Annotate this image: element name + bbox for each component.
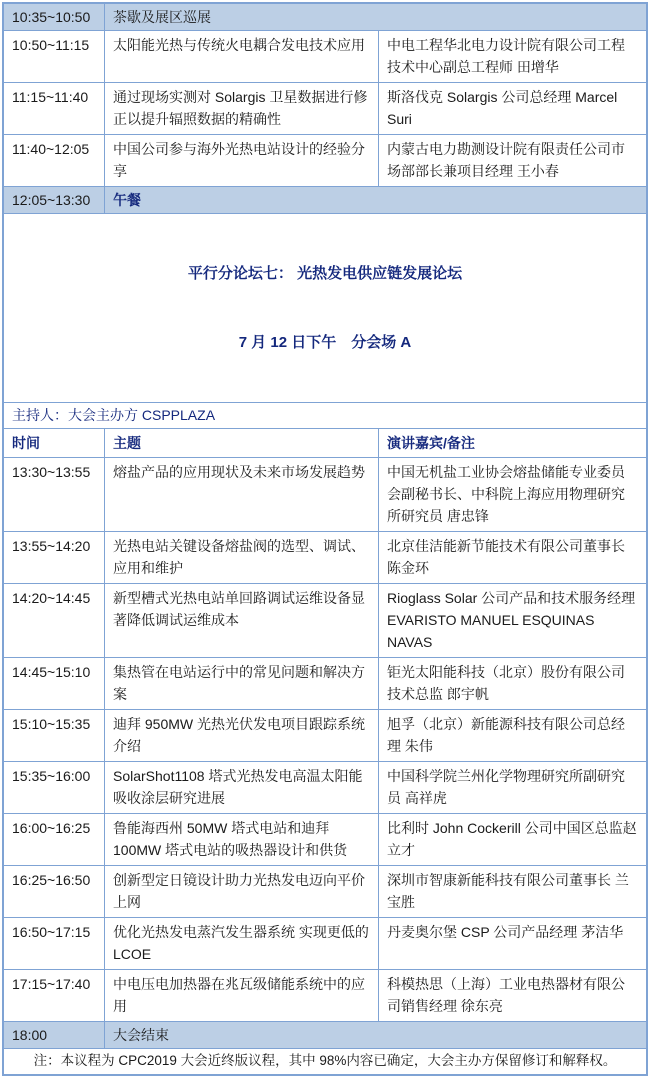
time-cell: 16:00~16:25: [12, 820, 91, 836]
session-host-row: [4, 403, 646, 429]
time-cell: 13:55~14:20: [12, 538, 91, 554]
speaker-cell: 旭孚（北京）新能源科技有限公司总经理 朱伟: [378, 710, 646, 761]
agenda-row: [4, 710, 646, 762]
topic-cell: SolarShot1108 塔式光热发电高温太阳能吸收涂层研究进展: [104, 762, 378, 813]
time-cell: 14:45~15:10: [12, 664, 91, 680]
agenda-row: [4, 814, 646, 866]
time-cell: 16:25~16:50: [12, 872, 91, 888]
time-cell: 18:00: [12, 1027, 48, 1043]
agenda-row-closing: [4, 1022, 646, 1049]
agenda-row: [4, 83, 646, 135]
topic-cell: 集热管在电站运行中的常见问题和解决方案: [104, 658, 378, 709]
speaker-cell: 深圳市智康新能科技有限公司董事长 兰宝胜: [378, 866, 646, 917]
speaker-cell: Rioglass Solar 公司产品和技术服务经理 EVARISTO MANUEL ESQUINAS NAVAS: [378, 584, 646, 657]
speaker-cell: 中国无机盐工业协会熔盐储能专业委员会副秘书长、中科院上海应用物理研究所研究员 唐忠锋: [378, 458, 646, 531]
topic-cell: 优化光热发电蒸汽发生器系统 实现更低的 LCOE: [104, 918, 378, 969]
time-cell: 11:15~11:40: [12, 89, 89, 105]
agenda-row-tea-break: [4, 4, 646, 31]
speaker-cell: 中电工程华北电力设计院有限公司工程技术中心副总工程师 田增华: [378, 31, 646, 82]
time-cell: 12:05~13:30: [12, 192, 91, 208]
agenda-row: [4, 135, 646, 187]
time-cell: 15:10~15:35: [12, 716, 91, 732]
topic-cell: 太阳能光热与传统火电耦合发电技术应用: [104, 31, 378, 82]
time-cell: 14:20~14:45: [12, 590, 91, 606]
agenda-row-lunch: [4, 187, 646, 214]
agenda-row: [4, 970, 646, 1022]
speaker-cell: 丹麦奥尔堡 CSP 公司产品经理 茅洁华: [378, 918, 646, 969]
agenda-row: [4, 31, 646, 83]
session-host: 主持人：大会主办方 CSPPLAZA: [12, 407, 216, 423]
agenda-row: [4, 458, 646, 532]
time-cell: 16:50~17:15: [12, 924, 91, 940]
speaker-cell: 中国科学院兰州化学物理研究所副研究员 高祥虎: [378, 762, 646, 813]
time-cell: 11:40~12:05: [12, 141, 90, 157]
agenda-row: [4, 762, 646, 814]
speaker-cell: 内蒙古电力勘测设计院有限责任公司市场部部长兼项目经理 王小春: [378, 135, 646, 186]
topic-cell: 迪拜 950MW 光热光伏发电项目跟踪系统介绍: [104, 710, 378, 761]
topic-cell: 创新型定日镜设计助力光热发电迈向平价上网: [104, 866, 378, 917]
session-title: [4, 214, 646, 402]
time-cell: 17:15~17:40: [12, 976, 91, 992]
footnote-text: 注：本议程为 CPC2019 大会近终版议程，其中 98%内容已确定，大会主办方保留修订和解释权。: [33, 1053, 617, 1068]
session-title-line2: 7 月 12 日下午 分会场 A: [238, 334, 412, 351]
speaker-cell: 比利时 John Cockerill 公司中国区总监赵立才: [378, 814, 646, 865]
agenda-row: [4, 658, 646, 710]
column-header-topic: 主题: [104, 429, 378, 457]
column-header-time: 时间: [12, 435, 40, 451]
column-header-speaker: 演讲嘉宾/备注: [378, 429, 646, 457]
topic-cell: 中电压电加热器在兆瓦级储能系统中的应用: [104, 970, 378, 1021]
agenda-row: [4, 532, 646, 584]
topic-cell: 茶歇及展区巡展: [104, 4, 646, 30]
time-cell: 13:30~13:55: [12, 464, 91, 480]
session-title-row: [4, 214, 646, 403]
column-header-row: [4, 429, 646, 458]
topic-cell: 中国公司参与海外光热电站设计的经验分享: [104, 135, 378, 186]
speaker-cell: 北京佳洁能新节能技术有限公司董事长 陈金环: [378, 532, 646, 583]
speaker-cell: 钜光太阳能科技（北京）股份有限公司技术总监 郎宇帆: [378, 658, 646, 709]
topic-cell: 通过现场实测对 Solargis 卫星数据进行修正以提升辐照数据的精确性: [104, 83, 378, 134]
agenda-row: [4, 918, 646, 970]
time-cell: 15:35~16:00: [12, 768, 91, 784]
time-cell: 10:50~11:15: [12, 37, 90, 53]
topic-cell: 熔盐产品的应用现状及未来市场发展趋势: [104, 458, 378, 531]
time-cell: 10:35~10:50: [12, 9, 91, 25]
footnote-row: [4, 1049, 646, 1074]
topic-cell: 大会结束: [104, 1022, 646, 1048]
agenda-row: [4, 866, 646, 918]
topic-cell: 新型槽式光热电站单回路调试运维设备显著降低调试运维成本: [104, 584, 378, 657]
speaker-cell: 科模热思（上海）工业电热器材有限公司销售经理 徐东亮: [378, 970, 646, 1021]
session-title-line1: 平行分论坛七： 光热发电供应链发展论坛: [187, 265, 463, 282]
agenda-row: [4, 584, 646, 658]
speaker-cell: 斯洛伐克 Solargis 公司总经理 Marcel Suri: [378, 83, 646, 134]
topic-cell: 光热电站关键设备熔盐阀的选型、调试、应用和维护: [104, 532, 378, 583]
lunch-label: 午餐: [104, 187, 646, 213]
topic-cell: 鲁能海西州 50MW 塔式电站和迪拜 100MW 塔式电站的吸热器设计和供货: [104, 814, 378, 865]
conference-agenda-table: [2, 2, 648, 1076]
